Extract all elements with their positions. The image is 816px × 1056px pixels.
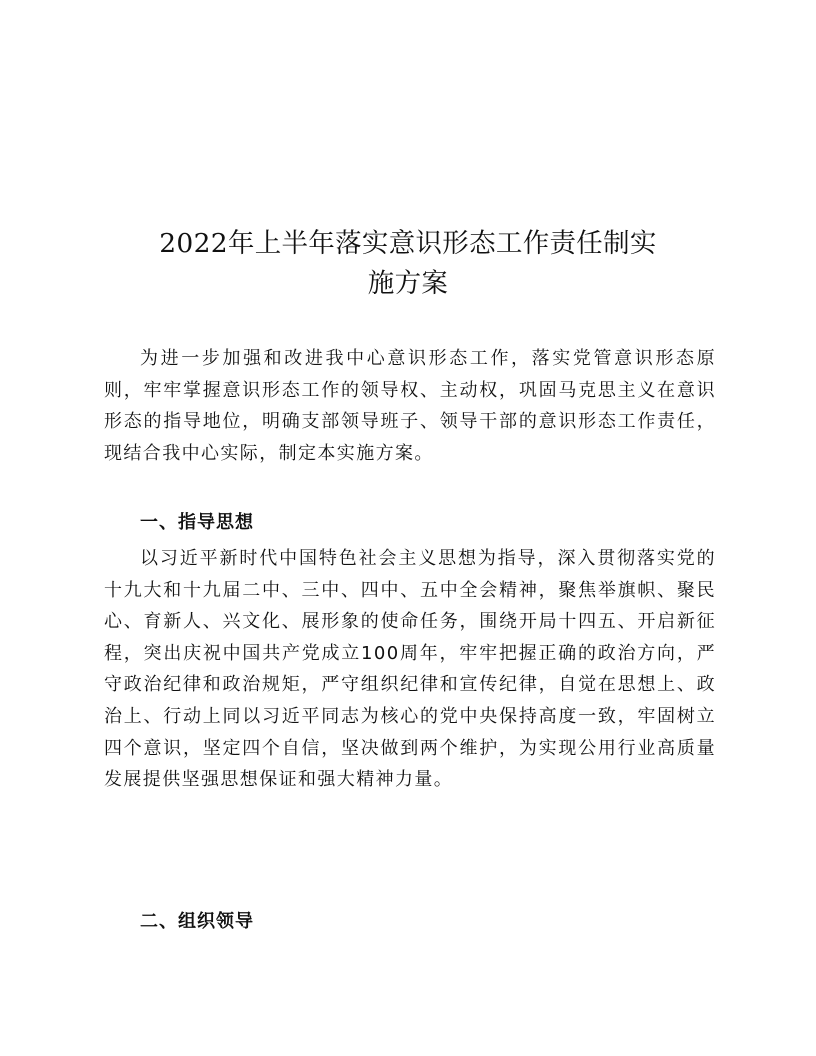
intro-paragraph: 为进一步加强和改进我中心意识形态工作，落实党管意识形态原则，牢牢掌握意识形态工作的领导权、主动权，巩固马克思主义在意识形态的指导地位，明确支部领导班子、领导干部的意识形态工作责任，现结合我中心实际，制定本实施方案。 [104,348,716,464]
title-line-2: 施方案 [367,268,449,299]
section-1-paragraph: 以习近平新时代中国特色社会主义思想为指导，深入贯彻落实党的十九大和十九届二中、三中、四中、五中全会精神，聚焦举旗帜、聚民心、育新人、兴文化、展形象的使命任务，围绕开局十四五、开启新征程，突出庆祝中国共产党成立100周年，牢牢把握正确的政治方向，严守政治纪律和政治规矩，严守组织纪律和宣传纪律，自觉在思想上、政治上、行动上同以习近平同志为核心的党中央保持高度一致，牢固树立四个意识，坚定四个自信，坚决做到两个维护，为实现公用行业高质量发展提供坚强思想保证和强大精神力量。 [104,548,716,791]
title-line-1: 2022年上半年落实意识形态工作责任制实 [159,228,657,259]
section-2-heading: 二、组织领导 [140,911,254,932]
document-title [104,224,712,304]
section-1-heading: 一、指导思想 [140,512,254,533]
